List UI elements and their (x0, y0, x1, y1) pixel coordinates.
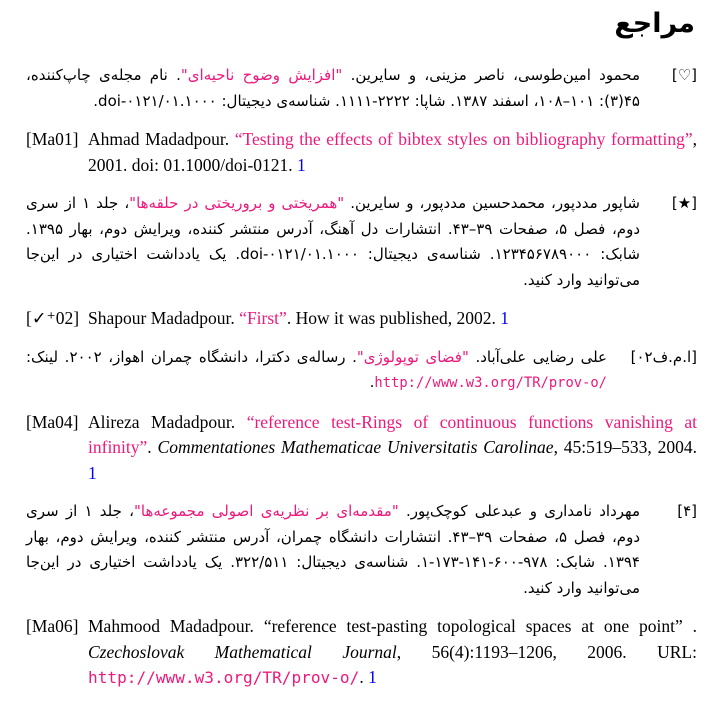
title-text: “reference test-pasting topological spaces at one point” (263, 616, 683, 636)
journal-name: Czechoslovak Mathematical Journal (88, 641, 397, 662)
entry-end: . (369, 373, 375, 391)
entry-text (88, 410, 697, 487)
entry-text (88, 127, 697, 178)
entry-label: [Ma06] (26, 616, 79, 636)
page-link[interactable]: 1 (368, 667, 377, 687)
entry-rest: . How it was published, 2002. (286, 308, 501, 328)
authors-text: Ahmad Madadpour. (88, 129, 235, 149)
bib-entry-ma06 (26, 614, 697, 691)
authors-text: شاپور مددپور، محمدحسین مددپور، و سایرین. (344, 194, 640, 212)
entry-rest: ، جلد ۱ از سری دوم، فصل ۵، صفحات ۳۹–۴۳. انتشارات دانشگاه چمران، آدرس منتشر کننده، ویرایش دوم، بهار ۱۳۹۴. شابک: ۹۷۸-۶۰۰-۱۴۱-۱۷۳-۱. شناسه‌ی دیجیتال: ۳۲۲/۵۱۱. یک یادداشت اختیاری در این‌جا می‌توانید وارد کنید. (26, 502, 640, 597)
entry-text (88, 614, 697, 691)
bib-entry-4 (26, 499, 697, 601)
entry-separator: . (147, 437, 158, 457)
entry-rest: , 2001. doi: 01.1000/doi-0121. (88, 129, 697, 175)
title-link[interactable]: “reference test-Rings of continuous functions vanishing at infinity” (88, 411, 697, 457)
page-link[interactable]: 1 (297, 154, 306, 175)
bib-entry-amf02 (26, 345, 697, 397)
bib-entry-check02 (26, 306, 697, 332)
title-link[interactable]: “First” (239, 308, 287, 328)
entry-label: [Ma01] (26, 129, 79, 149)
entry-rest: , 56(4):1193–1206, 2006. URL: (396, 641, 697, 662)
authors-text: محمود امین‌طوسی، ناصر مزینی، و سایرین. (342, 66, 640, 84)
entry-text (26, 191, 640, 293)
references-title: مراجع (614, 8, 695, 39)
title-link[interactable]: “Testing the effects of bibtex styles on bibliography formatting” (234, 129, 693, 149)
entry-label: [♡] (671, 66, 697, 84)
bib-entry-star (26, 191, 697, 293)
title-link[interactable]: "همریختی و بروریختی در حلقه‌ها" (129, 194, 345, 212)
title-link[interactable]: "مقدمه‌ای بر نظریه‌ی اصولی مجموعه‌ها" (133, 502, 399, 520)
entry-label: [✓⁺02] (26, 308, 80, 328)
url-link[interactable]: http://www.w3.org/TR/prov-o/ (374, 375, 607, 391)
entry-separator: . (682, 616, 698, 636)
title-link[interactable]: "افزایش وضوح ناحیه‌ای" (180, 66, 343, 84)
authors-text: مهرداد نامداری و عبدعلی کوچک‌پور. (398, 502, 640, 520)
entry-end: . (359, 667, 369, 687)
entry-rest: . نام مجله‌ی چاپ‌کننده، ۴۵(۳): ۱۰۱–۱۰۸، اسفند ۱۳۸۷. شاپا: ۲۲۲۲-۱۱۱۱. شناسه‌ی دیجیتال: ۰۱.۱۰۰۰/doi-۰۱۲۱. (26, 66, 640, 110)
entry-rest: , 45:519–533, 2004. (553, 437, 697, 457)
entry-text (26, 345, 607, 397)
authors-text: Mahmood Madadpour. (88, 616, 264, 636)
entry-label: [Ma04] (26, 411, 79, 432)
entry-rest: . رساله‌ی دکترا، دانشگاه چمران اهواز، ۲۰۰۲. لینک: (26, 347, 357, 366)
url-link[interactable]: http://www.w3.org/TR/prov-o/ (88, 668, 360, 687)
entry-text (88, 306, 697, 332)
authors-text: علی رضایی علی‌آباد. (468, 347, 608, 366)
page-link[interactable]: 1 (88, 462, 97, 483)
bib-entry-ma04 (26, 410, 697, 487)
journal-name: Commentationes Mathematicae Universitatis Carolinae (157, 437, 554, 457)
entry-text (26, 63, 640, 114)
entry-text (26, 499, 640, 601)
authors-text: Shapour Madadpour. (88, 308, 240, 328)
entry-label: [★] (671, 194, 697, 212)
bib-entry-ma01 (26, 127, 697, 178)
authors-text: Alireza Madadpour. (88, 411, 247, 432)
title-link[interactable]: "فضای توپولوژی" (356, 347, 469, 366)
page-link[interactable]: 1 (500, 308, 509, 328)
entry-label: [۴] (677, 502, 697, 520)
entry-rest: ، جلد ۱ از سری دوم، فصل ۵، صفحات ۳۹–۴۳. انتشارات دل آهنگ، آدرس منتشر کننده، ویرایش دوم، بهار ۱۳۹۵. شابک: ۱۲۳۴۵۶۷۸۹۰۰۰. شناسه‌ی دیجیتال: ۰۱.۱۰۰۰/doi-۰۱۲۱. یک یادداشت اختیاری در این‌جا می‌توانید وارد کنید. (26, 194, 640, 289)
bib-entry-heart (26, 63, 697, 114)
entry-label: [ا.م.ف۰۲] (630, 347, 697, 366)
